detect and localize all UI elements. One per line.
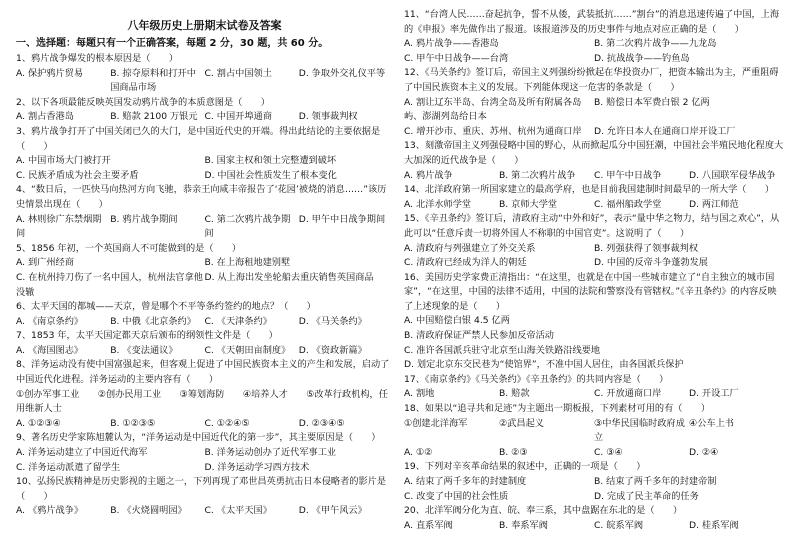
answer-option: A. 清政府与列强建立了外交关系: [404, 242, 536, 254]
answer-option: B. 鸦片战争期间: [110, 213, 178, 225]
answer-option: B. 赔款: [499, 388, 530, 400]
answer-option: C. 割占中国领土: [204, 67, 272, 79]
answer-option: C. 增开沙市、重庆、苏州、杭州为通商口岸: [404, 125, 582, 137]
answer-option: D. 中国的反帝斗争蓬勃发展: [594, 257, 708, 269]
answer-option: B. 赔款 2100 万银元: [110, 111, 198, 123]
answer-option: D. 中国社会性质发生了根本变化: [204, 169, 337, 181]
question-text: 9、著名历史学家陈旭麓认为，“洋务运动是中国近代化的第一步”，其主要原因是（ ）: [16, 432, 381, 444]
answer-option: A. 保护鸦片贸易: [16, 67, 84, 79]
answer-options: [404, 519, 784, 534]
answer-options: [16, 213, 393, 242]
answer-option: A. 《海国图志》: [16, 344, 84, 356]
right-column: [404, 8, 784, 533]
answer-options: [16, 67, 393, 96]
answer-option: ①创办军事工业 ②创办民用工业 ③筹划海防 ④培养人才 ⑤改革行政机构，任用维新人士: [16, 388, 388, 415]
answer-option: B. 中俄《北京条约》: [110, 315, 196, 327]
answer-option: ④公车上书: [689, 417, 734, 429]
question-text: 14、北洋政府第一所国家建立的最高学府，也是目前我国建制时间最早的一所大学（ ）: [404, 184, 775, 196]
answer-options: [16, 256, 393, 300]
answer-option: C. 开放通商口岸: [594, 388, 662, 400]
answer-option: C. 《太平天国》: [204, 505, 272, 517]
question-text: 15、《辛丑条约》签订后，清政府主动“中外和好”，表示“量中华之物力，结与国之欢心”，从此可以“任意斥责一切将外国人不称职的中国官吏”。这说明了（ ）: [404, 213, 780, 239]
answer-options: [404, 37, 784, 66]
answer-option: ③中华民国临时政府成立: [594, 417, 685, 444]
answer-options: [16, 154, 393, 183]
question-text: 13、刻激帝国主义列强侵略中国的野心，从而掀起瓜分中国狂潮，中国社会半殖民地化程度大大加深的近代战争是（ ）: [404, 140, 784, 166]
answer-option: D. 《资政新篇》: [298, 344, 367, 356]
answer-option: A. 北洋水师学堂: [404, 198, 472, 210]
answer-option: B. 第二次鸦片战争: [499, 169, 576, 181]
question-text: 11、“台湾人民……奋起抗争，誓不从倭，武装抵抗……”割台”的消息迅速传遍了中国，上海的《申报》率先做作出了报道。该报道涉及的历史事件与地点对应正确的是（ ）: [404, 9, 780, 35]
answer-option: A. 林则徐广东禁烟期间: [16, 213, 102, 240]
answer-option: D. 洋务运动学习西方技术: [204, 461, 310, 473]
question-text: 5、1856 年初，一个英国商人不可能做到的是（ ）: [16, 242, 242, 254]
answer-options: [404, 198, 784, 213]
answer-option: B. 赔偿日本军费白银 2 亿两: [594, 96, 710, 108]
answer-option: A. ①②: [404, 446, 433, 458]
answer-options: [16, 417, 393, 432]
answer-option: C. ①②④⑤: [204, 417, 250, 429]
answer-option: C. 甲午中日战争: [594, 169, 662, 181]
answer-option: B. 《火烧圆明园》: [110, 505, 187, 517]
answer-option: D. 领事裁判权: [298, 111, 358, 123]
answer-option: D. 争取外交礼仪平等: [298, 67, 386, 79]
page-title: 八年级历史上册期末试卷及答案: [127, 19, 282, 32]
answer-options: [404, 417, 784, 446]
answer-option: A. ①②③④: [16, 417, 61, 429]
answer-option: A. 割让辽东半岛、台湾全岛及所有附属各岛屿、澎湖列岛给日本: [404, 96, 582, 123]
answer-option: A. 中国市场大门被打开: [16, 155, 111, 167]
answer-option: B. 京师大学堂: [499, 198, 558, 210]
question-text: 16、美国历史学家费正清指出：“在这里，也就是在中国一些城市建立了“自主独立的城市国家”，“在这里，中国的法律不适用，中国的法院和警察没有管辖权。”《辛丑条约》的内容反映了上述现象的是（ ）: [404, 271, 777, 312]
left-question-list: [16, 52, 393, 519]
answer-options: [16, 446, 393, 475]
answer-option: D. 划定北京东交民巷为“使馆界”，不准中国人居住，由各国派兵保护: [404, 359, 684, 371]
answer-option: C. ③④: [594, 446, 623, 458]
answer-options: [404, 96, 784, 125]
answer-option: C. 洋务运动派遣了留学生: [16, 461, 121, 473]
answer-option: B. 在上海租地建别墅: [204, 257, 291, 269]
question-text: 17、《南京条约》《马关条约》《辛丑条约》的共同内容是（ ）: [404, 373, 669, 385]
answer-option: B. 第二次鸦片战争——九龙岛: [594, 38, 717, 50]
answer-option: C. 民族矛盾成为社会主要矛盾: [16, 169, 139, 181]
answer-options: [404, 242, 784, 271]
answer-option: ②武昌起义: [499, 417, 544, 429]
answer-option: B. ①②③⑤: [110, 417, 156, 429]
right-question-list: [404, 8, 784, 533]
answer-option: C. 改变了中国的社会性质: [404, 490, 509, 502]
answer-option: D. 《甲午风云》: [298, 505, 367, 517]
answer-option: A. 割地: [404, 388, 435, 400]
answer-options: [404, 446, 784, 461]
answer-option: D. ②④: [689, 446, 719, 458]
answer-option: A. 《南京条约》: [16, 315, 84, 327]
answer-option: B. 结束了两千多年的封建帝制: [594, 476, 717, 487]
answer-option: D. 从上海出发坐轮船去重庆销售英国商品: [204, 271, 374, 283]
answer-option: B. 《变法通议》: [110, 344, 178, 356]
answer-options: [16, 388, 393, 417]
answer-options: [16, 110, 393, 125]
answer-option: C. 准许各国派兵驻守北京至山海关铁路沿线要地: [404, 344, 601, 356]
answer-option: A. 结束了两千多年的封建制度: [404, 476, 527, 487]
answer-option: D. ②③④⑤: [298, 417, 345, 429]
question-text: 1、鸦片战争爆发的根本原因是（ ）: [16, 53, 179, 64]
answer-options: [16, 315, 393, 330]
answer-option: A. 鸦片战争: [404, 169, 453, 181]
answer-option: A. 中国赔偿白银 4.5 亿两: [404, 315, 510, 327]
answer-option: C. 《天津条约》: [204, 315, 272, 327]
answer-option: A. 到广州经商: [16, 257, 74, 269]
answer-option: A. 鸦片战争——香港岛: [404, 38, 499, 50]
answer-option: D. 允许日本人在通商口岸开设工厂: [594, 125, 736, 137]
answer-option: D. 两江师范: [689, 198, 739, 210]
answer-option: B. 国家主权和领土完整遭到破坏: [204, 155, 337, 167]
answer-option: D. 开设工厂: [689, 388, 739, 400]
answer-options: [404, 125, 784, 140]
question-text: 12、《马关条约》签订后，帝国主义列强纷纷掀起在华投资办厂，把资本输出为主，严重阻碍了中国民族资本主义的发展。下列能体现这一危害的条款是（ ）: [404, 67, 779, 93]
answer-option: D. 甲午中日战争期间: [298, 213, 386, 225]
answer-options: [16, 504, 393, 519]
answer-option: D. 抗战战争——钓鱼岛: [594, 52, 690, 64]
question-text: 2、以下各项最能反映英国发动鸦片战争的本质意图是（ ）: [16, 96, 270, 108]
answer-option: C. 在杭州持刀伤了一名中国人，杭州法官拿他没辙: [16, 271, 203, 298]
answer-options: [404, 387, 784, 402]
answer-option: D. 《马关条约》: [298, 315, 367, 327]
question-text: 6、太平天国的都城——天京，曾是哪个不平等条约签约的地点？（ ）: [16, 301, 316, 313]
answer-option: C. 中国开埠通商: [204, 111, 272, 123]
answer-option: B. 奉系军阀: [499, 519, 548, 531]
answer-options: [404, 314, 784, 372]
answer-options: [404, 169, 784, 184]
section-heading: 一、选择题：每题只有一个正确答案，每题 2 分，30 题，共 60 分。: [16, 38, 329, 49]
answer-option: ①创建北洋海军: [404, 417, 468, 429]
answer-options: [16, 344, 393, 359]
answer-option: C. 第二次鸦片战争期间: [204, 213, 291, 240]
answer-option: A. 割占香港岛: [16, 111, 74, 123]
question-text: 4、“数日后，一匹快马向热河方向飞驰，恭亲王向咸丰帝报告了‘花园’被烧的消息……”该历史情景出现在（ ）: [16, 184, 387, 210]
answer-option: C. 福州船政学堂: [594, 198, 662, 210]
question-text: 20、北洋军阀分化为直、皖、奉三系，其中盘踞在东北的是（ ）: [404, 505, 683, 517]
answer-option: C. 《天朝田亩制度》: [204, 344, 291, 356]
question-text: 10、弘扬民族精神是历史影视的主题之一，下列再现了邓世昌英勇抗击日本侵略者的影片是（ ）: [16, 476, 387, 502]
left-column: [16, 8, 393, 519]
answer-option: C. 皖系军阀: [594, 519, 644, 531]
answer-option: B. 列强获得了领事裁判权: [594, 242, 699, 254]
answer-option: C. 甲午中日战争——台湾: [404, 52, 509, 64]
question-text: 7、1853 年，太平天国定都天京后颁布的纲领性文件是（ ）: [16, 330, 278, 342]
question-text: 3、鸦片战争打开了中国关闭已久的大门，是中国近代史的开端。得出此结论的主要依据是（ ）: [16, 125, 381, 152]
answer-option: B. 掠夺原料和打开中国商品市场: [110, 67, 196, 94]
question-text: 19、下列对辛亥革命结果的叙述中，正确的一项是（ ）: [404, 461, 646, 473]
answer-option: A. 《鸦片战争》: [16, 505, 84, 517]
answer-option: D. 八国联军侵华战争: [689, 169, 776, 181]
answer-option: D. 完成了民主革命的任务: [594, 490, 699, 502]
answer-option: A. 洋务运动建立了中国近代海军: [16, 447, 148, 459]
answer-option: B. ②③: [499, 446, 528, 458]
answer-option: D. 桂系军阀: [689, 519, 739, 531]
question-text: 8、洋务运动没有使中国富强起来，但客观上促进了中国民族资本主义的产生和发展，启动了中国近代化进程。洋务运动的主要内容有（ ）: [16, 359, 390, 386]
answer-option: A. 直系军阀: [404, 519, 453, 531]
answer-option: C. 清政府已经成为洋人的朝廷: [404, 257, 527, 269]
answer-options: [404, 475, 784, 504]
answer-option: B. 洋务运动创办了近代军事工业: [204, 447, 337, 459]
answer-option: B. 清政府保证严禁人民参加反帝活动: [404, 330, 554, 342]
question-text: 18、如果以“追寻共和足迹”为主题出一期板报，下列素材可用的有（ ）: [404, 403, 711, 415]
